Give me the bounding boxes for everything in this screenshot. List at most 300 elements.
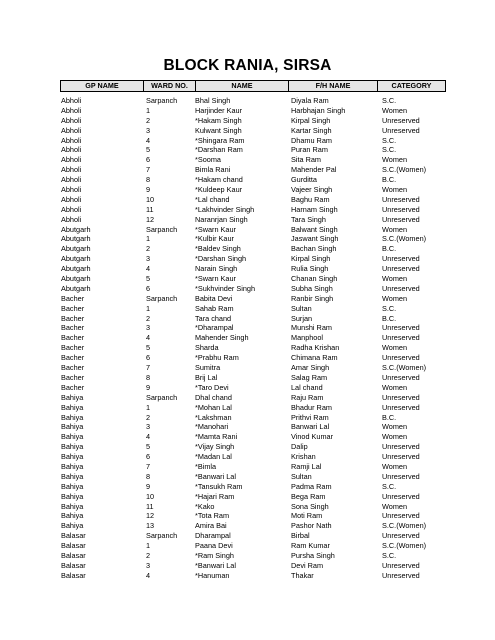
category-cell: Women bbox=[382, 105, 408, 115]
category-cell: S.C.(Women) bbox=[382, 363, 427, 373]
ward-no-cell: 3 bbox=[146, 422, 151, 432]
ward-no-cell: 1 bbox=[146, 541, 151, 551]
table-row bbox=[61, 492, 451, 502]
name-cell: *Banwari Lal bbox=[195, 471, 236, 481]
gp-name-cell: Abutgarh bbox=[61, 244, 91, 254]
name-cell: Bimla Rani bbox=[195, 165, 231, 175]
ward-no-cell: 10 bbox=[146, 194, 155, 204]
fh-name-cell: Sita Ram bbox=[291, 155, 322, 165]
name-cell: Brij Lal bbox=[195, 372, 218, 382]
table-row bbox=[61, 136, 451, 146]
category-cell: Unreserved bbox=[382, 264, 420, 274]
column-header-gp-name: GP NAME bbox=[60, 80, 144, 92]
fh-name-cell: Birbal bbox=[291, 531, 310, 541]
fh-name-cell: Jaswant Singh bbox=[291, 234, 339, 244]
category-cell: S.C.(Women) bbox=[382, 234, 427, 244]
gp-name-cell: Bahiya bbox=[61, 511, 84, 521]
gp-name-cell: Bahiya bbox=[61, 412, 84, 422]
category-cell: S.C. bbox=[382, 135, 397, 145]
table-row bbox=[61, 551, 451, 561]
fh-name-cell: Munshi Ram bbox=[291, 323, 332, 333]
ward-no-cell: 4 bbox=[146, 135, 151, 145]
ward-no-cell: 9 bbox=[146, 481, 151, 491]
name-cell: *Madan Lal bbox=[195, 452, 232, 462]
fh-name-cell: Banwari Lal bbox=[291, 422, 330, 432]
fh-name-cell: Tara Singh bbox=[291, 214, 326, 224]
fh-name-cell: Surjan bbox=[291, 313, 313, 323]
table-row bbox=[61, 393, 451, 403]
ward-no-cell: 7 bbox=[146, 461, 151, 471]
category-cell: Women bbox=[382, 293, 408, 303]
fh-name-cell: Devi Ram bbox=[291, 560, 324, 570]
category-cell: Unreserved bbox=[382, 531, 420, 541]
column-header-fh-name: F/H NAME bbox=[289, 80, 378, 92]
gp-name-cell: Abholi bbox=[61, 96, 82, 105]
table-header bbox=[60, 80, 446, 92]
name-cell: *Lakshman bbox=[195, 412, 232, 422]
table-row bbox=[61, 413, 451, 423]
name-cell: *Hanuman bbox=[195, 570, 230, 580]
fh-name-cell: Padma Ram bbox=[291, 481, 332, 491]
fh-name-cell: Sultan bbox=[291, 471, 312, 481]
fh-name-cell: Pursha Singh bbox=[291, 550, 335, 560]
ward-no-cell: 6 bbox=[146, 283, 151, 293]
table-row bbox=[61, 343, 451, 353]
ward-no-cell: 2 bbox=[146, 550, 151, 560]
table-row bbox=[61, 472, 451, 482]
ward-no-cell: 4 bbox=[146, 570, 151, 580]
table-row bbox=[61, 462, 451, 472]
fh-name-cell: Dalip bbox=[291, 442, 308, 452]
fh-name-cell: Ranbir Singh bbox=[291, 293, 334, 303]
gp-name-cell: Bahiya bbox=[61, 402, 84, 412]
gp-name-cell: Bahiya bbox=[61, 392, 84, 402]
category-cell: Unreserved bbox=[382, 204, 420, 214]
category-cell: Unreserved bbox=[382, 333, 420, 343]
ward-no-cell: 11 bbox=[146, 204, 154, 214]
category-cell: Unreserved bbox=[382, 353, 420, 363]
name-cell: *Darshan Ram bbox=[195, 145, 243, 155]
table-row bbox=[61, 145, 451, 155]
page-title: BLOCK RANIA, SIRSA bbox=[163, 57, 332, 74]
fh-name-cell: Kirpal Singh bbox=[291, 115, 331, 125]
ward-no-cell: 1 bbox=[146, 105, 151, 115]
fh-name-cell: Harbhajan Singh bbox=[291, 105, 346, 115]
name-cell: *Mohan Lal bbox=[195, 402, 232, 412]
ward-no-cell: 6 bbox=[146, 353, 151, 363]
gp-name-cell: Bahiya bbox=[61, 521, 84, 531]
name-cell: *Swarn Kaur bbox=[195, 274, 236, 284]
table-row bbox=[61, 195, 451, 205]
category-cell: Unreserved bbox=[382, 442, 420, 452]
table-row bbox=[61, 373, 451, 383]
fh-name-cell: Gurditta bbox=[291, 175, 317, 185]
category-cell: B.C. bbox=[382, 244, 397, 254]
category-cell: Unreserved bbox=[382, 283, 420, 293]
table-row bbox=[61, 205, 451, 215]
name-cell: *Shingara Ram bbox=[195, 135, 245, 145]
ward-no-cell: 1 bbox=[146, 303, 151, 313]
fh-name-cell: Harnam Singh bbox=[291, 204, 338, 214]
category-cell: Unreserved bbox=[382, 511, 420, 521]
fh-name-cell: Thakar bbox=[291, 570, 314, 580]
ward-no-cell: 10 bbox=[146, 491, 155, 501]
ward-no-cell: 12 bbox=[146, 214, 155, 224]
fh-name-cell: Subha Singh bbox=[291, 283, 333, 293]
gp-name-cell: Bahiya bbox=[61, 432, 84, 442]
category-cell: Unreserved bbox=[382, 471, 420, 481]
column-header-name: NAME bbox=[196, 80, 289, 92]
ward-no-cell: 8 bbox=[146, 471, 151, 481]
fh-name-cell: Amar Singh bbox=[291, 363, 330, 373]
ward-no-cell: 5 bbox=[146, 274, 151, 284]
name-cell: Amira Bai bbox=[195, 521, 227, 531]
name-cell: Paana Devi bbox=[195, 541, 233, 551]
name-cell: *Kako bbox=[195, 501, 215, 511]
gp-name-cell: Bahiya bbox=[61, 471, 84, 481]
gp-name-cell: Abholi bbox=[61, 204, 82, 214]
category-cell: Women bbox=[382, 461, 408, 471]
name-cell: Tara chand bbox=[195, 313, 232, 323]
table-body bbox=[61, 96, 451, 581]
gp-name-cell: Abutgarh bbox=[61, 254, 91, 264]
fh-name-cell: Chimana Ram bbox=[291, 353, 338, 363]
name-cell: *Taro Devi bbox=[195, 382, 229, 392]
ward-no-cell: 13 bbox=[146, 521, 155, 531]
category-cell: Unreserved bbox=[382, 254, 420, 264]
category-cell: Unreserved bbox=[382, 560, 420, 570]
name-cell: *Banwari Lal bbox=[195, 560, 236, 570]
gp-name-cell: Abholi bbox=[61, 185, 82, 195]
category-cell: Women bbox=[382, 224, 408, 234]
category-cell: Unreserved bbox=[382, 194, 420, 204]
table-row bbox=[61, 106, 451, 116]
name-cell: Sumitra bbox=[195, 363, 221, 373]
name-cell: *Mamta Rani bbox=[195, 432, 238, 442]
table-row bbox=[61, 165, 451, 175]
table-row bbox=[61, 363, 451, 373]
ward-no-cell: 3 bbox=[146, 125, 151, 135]
column-header-category: CATEGORY bbox=[378, 80, 446, 92]
category-cell: Women bbox=[382, 422, 408, 432]
category-cell: Unreserved bbox=[382, 214, 420, 224]
fh-name-cell: Kartar Singh bbox=[291, 125, 332, 135]
table-row bbox=[61, 452, 451, 462]
table-row bbox=[61, 116, 451, 126]
gp-name-cell: Bacher bbox=[61, 333, 85, 343]
gp-name-cell: Bahiya bbox=[61, 501, 84, 511]
gp-name-cell: Bacher bbox=[61, 313, 85, 323]
gp-name-cell: Abholi bbox=[61, 135, 82, 145]
gp-name-cell: Abholi bbox=[61, 194, 82, 204]
name-cell: *Lakhvinder Singh bbox=[195, 204, 255, 214]
gp-name-cell: Balasar bbox=[61, 550, 86, 560]
category-cell: B.C. bbox=[382, 412, 397, 422]
fh-name-cell: Bhadur Ram bbox=[291, 402, 332, 412]
name-cell: *Sooma bbox=[195, 155, 221, 165]
name-cell: *Vijay Singh bbox=[195, 442, 235, 452]
table-row bbox=[61, 571, 451, 581]
category-cell: S.C. bbox=[382, 481, 397, 491]
table-row bbox=[61, 541, 451, 551]
name-cell: *Kulbir Kaur bbox=[195, 234, 234, 244]
category-cell: Unreserved bbox=[382, 323, 420, 333]
category-cell: S.C.(Women) bbox=[382, 541, 427, 551]
ward-no-cell: 6 bbox=[146, 452, 151, 462]
table-row bbox=[61, 215, 451, 225]
ward-no-cell: 7 bbox=[146, 363, 151, 373]
table-row bbox=[61, 304, 451, 314]
name-cell: Harjinder Kaur bbox=[195, 105, 243, 115]
ward-no-cell: 11 bbox=[146, 501, 154, 511]
gp-name-cell: Bacher bbox=[61, 303, 85, 313]
ward-no-cell: 2 bbox=[146, 313, 151, 323]
ward-no-cell: Sarpanch bbox=[146, 293, 178, 303]
category-cell: Unreserved bbox=[382, 115, 420, 125]
category-cell: Women bbox=[382, 185, 408, 195]
name-cell: *Swarn Kaur bbox=[195, 224, 236, 234]
fh-name-cell: Bega Ram bbox=[291, 491, 326, 501]
table-row bbox=[61, 314, 451, 324]
gp-name-cell: Balasar bbox=[61, 541, 86, 551]
name-cell: *Darshan Singh bbox=[195, 254, 247, 264]
table-row bbox=[61, 403, 451, 413]
name-cell: *Ram Singh bbox=[195, 550, 234, 560]
ward-no-cell: 1 bbox=[146, 402, 151, 412]
name-cell: *Kuldeep Kaur bbox=[195, 185, 243, 195]
table-row bbox=[61, 294, 451, 304]
gp-name-cell: Balasar bbox=[61, 560, 86, 570]
ward-no-cell: 12 bbox=[146, 511, 155, 521]
table-row bbox=[61, 155, 451, 165]
name-cell: *Prabhu Ram bbox=[195, 353, 239, 363]
category-cell: Unreserved bbox=[382, 125, 420, 135]
fh-name-cell: Baghu Ram bbox=[291, 194, 330, 204]
table-row bbox=[61, 254, 451, 264]
table-row bbox=[61, 274, 451, 284]
name-cell: Sahab Ram bbox=[195, 303, 234, 313]
gp-name-cell: Bahiya bbox=[61, 461, 84, 471]
column-header-ward-no: WARD NO. bbox=[144, 80, 196, 92]
gp-name-cell: Abutgarh bbox=[61, 224, 91, 234]
name-cell: *Hakam chand bbox=[195, 175, 243, 185]
name-cell: Naranrjan Singh bbox=[195, 214, 248, 224]
gp-name-cell: Balasar bbox=[61, 531, 86, 541]
table-row bbox=[61, 126, 451, 136]
gp-name-cell: Abholi bbox=[61, 175, 82, 185]
gp-name-cell: Abholi bbox=[61, 165, 82, 175]
table-row bbox=[61, 531, 451, 541]
gp-name-cell: Bahiya bbox=[61, 481, 84, 491]
category-cell: S.C. bbox=[382, 303, 397, 313]
name-cell: Narain Singh bbox=[195, 264, 238, 274]
fh-name-cell: Ram Kumar bbox=[291, 541, 330, 551]
ward-no-cell: 6 bbox=[146, 155, 151, 165]
category-cell: S.C. bbox=[382, 145, 397, 155]
name-cell: *Baldev Singh bbox=[195, 244, 241, 254]
ward-no-cell: 3 bbox=[146, 254, 151, 264]
gp-name-cell: Bacher bbox=[61, 343, 85, 353]
table-row bbox=[61, 432, 451, 442]
table-row bbox=[61, 511, 451, 521]
category-cell: Women bbox=[382, 432, 408, 442]
gp-name-cell: Abholi bbox=[61, 155, 82, 165]
table-row bbox=[61, 284, 451, 294]
ward-no-cell: Sarpanch bbox=[146, 531, 178, 541]
ward-no-cell: 4 bbox=[146, 264, 151, 274]
gp-name-cell: Abholi bbox=[61, 214, 82, 224]
name-cell: Sharda bbox=[195, 343, 219, 353]
fh-name-cell: Pashor Nath bbox=[291, 521, 332, 531]
table-row bbox=[61, 561, 451, 571]
fh-name-cell: Mahender Pal bbox=[291, 165, 337, 175]
table-row bbox=[61, 264, 451, 274]
name-cell: Kulwant Singh bbox=[195, 125, 242, 135]
name-cell: *Dharampal bbox=[195, 323, 234, 333]
category-cell: Unreserved bbox=[382, 491, 420, 501]
table-row bbox=[61, 422, 451, 432]
ward-no-cell: 4 bbox=[146, 333, 151, 343]
table-row bbox=[61, 225, 451, 235]
table-row bbox=[61, 442, 451, 452]
ward-no-cell: 5 bbox=[146, 343, 151, 353]
fh-name-cell: Sona Singh bbox=[291, 501, 329, 511]
category-cell: Women bbox=[382, 382, 408, 392]
name-cell: *Lal chand bbox=[195, 194, 230, 204]
table-row bbox=[61, 502, 451, 512]
gp-name-cell: Bacher bbox=[61, 363, 85, 373]
gp-name-cell: Bahiya bbox=[61, 442, 84, 452]
category-cell: S.C.(Women) bbox=[382, 521, 427, 531]
fh-name-cell: Lal chand bbox=[291, 382, 323, 392]
table-row bbox=[61, 521, 451, 531]
category-cell: Women bbox=[382, 343, 408, 353]
table-row bbox=[61, 353, 451, 363]
category-cell: B.C. bbox=[382, 313, 397, 323]
name-cell: *Tota Ram bbox=[195, 511, 230, 521]
table-row bbox=[61, 175, 451, 185]
ward-no-cell: 9 bbox=[146, 185, 151, 195]
ward-no-cell: 7 bbox=[146, 165, 151, 175]
gp-name-cell: Bahiya bbox=[61, 452, 84, 462]
ward-no-cell: 2 bbox=[146, 244, 151, 254]
category-cell: S.C. bbox=[382, 550, 397, 560]
gp-name-cell: Abholi bbox=[61, 145, 82, 155]
name-cell: *Sukhvinder Singh bbox=[195, 283, 256, 293]
category-cell: B.C. bbox=[382, 175, 397, 185]
ward-no-cell: 1 bbox=[146, 234, 151, 244]
category-cell: S.C.(Women) bbox=[382, 165, 427, 175]
gp-name-cell: Bacher bbox=[61, 353, 85, 363]
table-row bbox=[61, 323, 451, 333]
gp-name-cell: Balasar bbox=[61, 570, 86, 580]
gp-name-cell: Abutgarh bbox=[61, 264, 91, 274]
gp-name-cell: Abutgarh bbox=[61, 274, 91, 284]
fh-name-cell: Salag Ram bbox=[291, 372, 328, 382]
category-cell: Unreserved bbox=[382, 402, 420, 412]
fh-name-cell: Kirpal Singh bbox=[291, 254, 331, 264]
ward-no-cell: 8 bbox=[146, 372, 151, 382]
ward-no-cell: 4 bbox=[146, 432, 151, 442]
name-cell: Bhal Singh bbox=[195, 96, 231, 105]
fh-name-cell: Prithvi Ram bbox=[291, 412, 329, 422]
category-cell: Women bbox=[382, 274, 408, 284]
gp-name-cell: Bacher bbox=[61, 372, 85, 382]
name-cell: Dhal chand bbox=[195, 392, 232, 402]
name-cell: Dharampal bbox=[195, 531, 231, 541]
ward-no-cell: 5 bbox=[146, 145, 151, 155]
fh-name-cell: Raju Ram bbox=[291, 392, 324, 402]
gp-name-cell: Abutgarh bbox=[61, 283, 91, 293]
gp-name-cell: Abholi bbox=[61, 105, 82, 115]
gp-name-cell: Bahiya bbox=[61, 491, 84, 501]
category-cell: Unreserved bbox=[382, 452, 420, 462]
name-cell: *Bimla bbox=[195, 461, 217, 471]
ward-no-cell: Sarpanch bbox=[146, 392, 178, 402]
ward-no-cell: 2 bbox=[146, 115, 151, 125]
category-cell: Unreserved bbox=[382, 372, 420, 382]
fh-name-cell: Radha Krishan bbox=[291, 343, 340, 353]
name-cell: Babita Devi bbox=[195, 293, 233, 303]
category-cell: S.C. bbox=[382, 96, 397, 105]
gp-name-cell: Bacher bbox=[61, 293, 85, 303]
fh-name-cell: Rulia Singh bbox=[291, 264, 329, 274]
category-cell: Women bbox=[382, 501, 408, 511]
table-row bbox=[61, 185, 451, 195]
gp-name-cell: Bahiya bbox=[61, 422, 84, 432]
table-row bbox=[61, 234, 451, 244]
ward-no-cell: Sarpanch bbox=[146, 224, 178, 234]
fh-name-cell: Puran Ram bbox=[291, 145, 328, 155]
table-row bbox=[61, 96, 451, 106]
fh-name-cell: Moti Ram bbox=[291, 511, 323, 521]
fh-name-cell: Vinod Kumar bbox=[291, 432, 334, 442]
ward-no-cell: Sarpanch bbox=[146, 96, 178, 105]
fh-name-cell: Vajeer Singh bbox=[291, 185, 333, 195]
gp-name-cell: Abholi bbox=[61, 125, 82, 135]
ward-no-cell: 3 bbox=[146, 560, 151, 570]
category-cell: Women bbox=[382, 155, 408, 165]
ward-no-cell: 2 bbox=[146, 412, 151, 422]
name-cell: *Tansukh Ram bbox=[195, 481, 243, 491]
table-row bbox=[61, 333, 451, 343]
gp-name-cell: Abholi bbox=[61, 115, 82, 125]
fh-name-cell: Bachan Singh bbox=[291, 244, 337, 254]
fh-name-cell: Ramji Lal bbox=[291, 461, 322, 471]
ward-no-cell: 9 bbox=[146, 382, 151, 392]
name-cell: Mahender Singh bbox=[195, 333, 249, 343]
name-cell: *Manohari bbox=[195, 422, 229, 432]
table-row bbox=[61, 482, 451, 492]
gp-name-cell: Bacher bbox=[61, 323, 85, 333]
ward-no-cell: 8 bbox=[146, 175, 151, 185]
fh-name-cell: Manphool bbox=[291, 333, 324, 343]
fh-name-cell: Dhamu Ram bbox=[291, 135, 332, 145]
fh-name-cell: Diyala Ram bbox=[291, 96, 329, 105]
name-cell: *Hakam Singh bbox=[195, 115, 242, 125]
ward-no-cell: 5 bbox=[146, 442, 151, 452]
table-row bbox=[61, 383, 451, 393]
gp-name-cell: Abutgarh bbox=[61, 234, 91, 244]
table-row bbox=[61, 244, 451, 254]
fh-name-cell: Krishan bbox=[291, 452, 316, 462]
fh-name-cell: Sultan bbox=[291, 303, 312, 313]
fh-name-cell: Balwant Singh bbox=[291, 224, 338, 234]
name-cell: *Hajari Ram bbox=[195, 491, 235, 501]
gp-name-cell: Bacher bbox=[61, 382, 85, 392]
ward-no-cell: 3 bbox=[146, 323, 151, 333]
category-cell: Unreserved bbox=[382, 570, 420, 580]
